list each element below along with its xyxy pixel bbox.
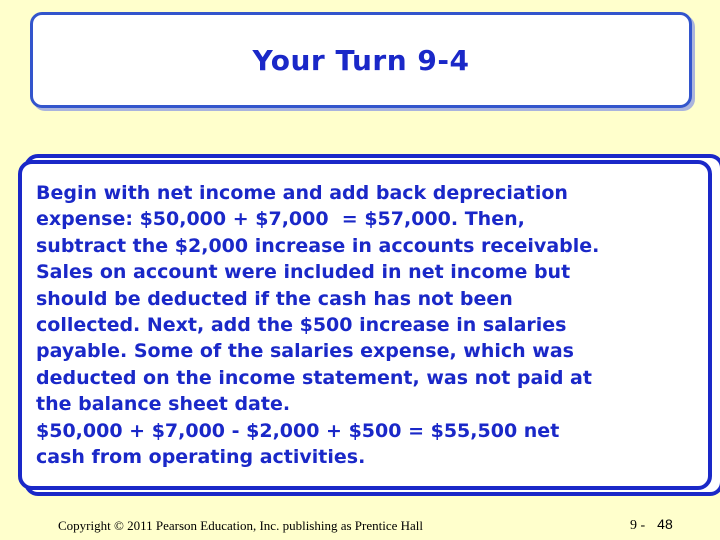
slide-title: Your Turn 9-4 [252, 43, 470, 77]
body-line: payable. Some of the salaries expense, which was [36, 340, 574, 363]
copyright-text: Copyright © 2011 Pearson Education, Inc. publishing as Prentice Hall [58, 518, 424, 533]
footer [0, 516, 720, 536]
body-line: collected. Next, add the $500 increase in salaries [36, 314, 567, 337]
body-line: the balance sheet date. [36, 393, 291, 416]
page-number: 48 [657, 516, 673, 532]
body-line: deducted on the income statement, was not paid at [36, 366, 592, 389]
body-line: $50,000 + $7,000 - $2,000 + $500 = $55,500 net [36, 419, 560, 442]
body-line: Begin with net income and add back depreciation [36, 182, 568, 204]
title-box [30, 12, 692, 108]
chapter-label: 9 - [630, 518, 646, 533]
body-line: subtract the $2,000 increase in accounts receivable. [36, 234, 600, 257]
body-line: should be deducted if the cash has not been [36, 287, 513, 310]
body-line: expense: $50,000 + $7,000 = $57,000. Then, [36, 208, 525, 231]
body-box [18, 160, 712, 490]
body-line: Sales on account were included in net income but [36, 261, 571, 284]
body-line: cash from operating activities. [36, 446, 366, 469]
page-indicator [630, 516, 673, 534]
